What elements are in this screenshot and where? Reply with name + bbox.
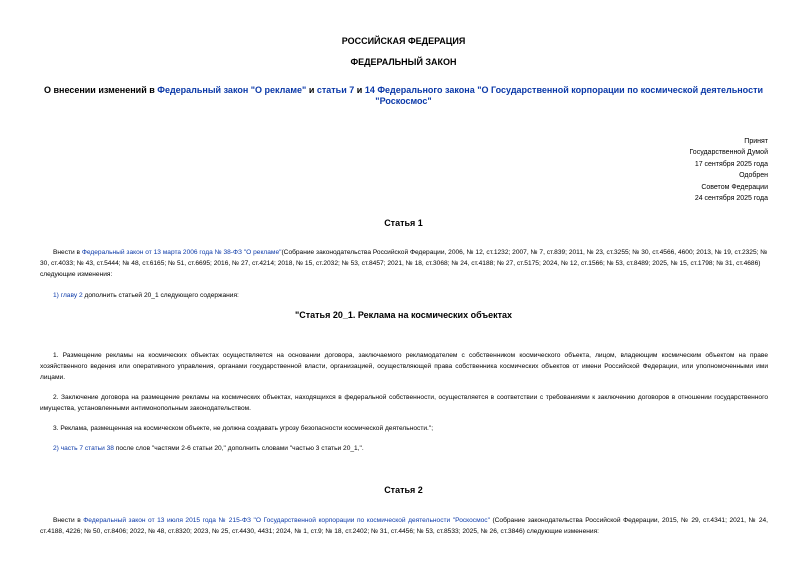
link-ad-law-38fz[interactable]: Федеральный закон от 13 марта 2006 года № 38-ФЗ "О рекламе" [81, 249, 282, 256]
article-20-1-heading: "Статья 20_1. Реклама на космических объектах [294, 310, 513, 320]
title-link-ad-law[interactable]: Федеральный закон "О рекламе" [157, 85, 307, 95]
intro-text: Внести в [53, 249, 82, 256]
intro-text: Внести в [53, 517, 84, 524]
country-heading: РОССИЙСКАЯ ФЕДЕРАЦИЯ [341, 36, 466, 46]
item-number: 2) [53, 445, 61, 452]
title-link-roscosmos-law[interactable]: Федерального закона "О Государственной корпорации по космической деятельности "Роскосмос" [374, 85, 764, 106]
article-1-item-1 [40, 290, 768, 301]
paragraph-3: 3. Реклама, размещенная на космическом объекте, не должна создавать угрозу безопасности космической деятельности."; [53, 425, 434, 432]
link-chapter-2[interactable]: главу 2 [60, 292, 83, 299]
item-text: после слов "частями 2-6 статьи 20," дополнить словами "частью 3 статьи 20_1,". [113, 445, 364, 452]
link-part-7-article-38[interactable]: часть 7 статьи 38 [60, 445, 114, 452]
article-2-intro [40, 515, 768, 537]
title-link-article-14[interactable]: 14 [364, 85, 375, 95]
acceptance-line: Принят [744, 138, 768, 145]
acceptance-line: 24 сентября 2025 года [694, 195, 768, 203]
acceptance-line: Государственной Думой [689, 149, 768, 157]
law-title [40, 85, 767, 107]
title-link-article-7[interactable]: статьи 7 [316, 85, 355, 95]
paragraph-1: 1. Размещение рекламы на космических объектах осуществляется на основании договора, заключаемого рекламодателем с собственником космического объекта, лицом, владеющим космическим объектом на праве хозяйственного ведения или оперативного управления, органами государственной власти, организацией, осуществляющей права собственника космических объектов от имени Российской Федерации, или уполномоченными ими лицами. [40, 352, 768, 382]
title-text-3: и [354, 85, 365, 95]
acceptance-block [568, 136, 768, 204]
article-1-heading: Статья 1 [384, 218, 423, 228]
title-text-2: и [306, 85, 317, 95]
paragraph-2: 2. Заключение договора на размещение рекламы на космических объектах, находящихся в федеральной собственности, осуществляется в соответствии с требованиями к заключению договоров в отношении государственного имущества, установленными антимонопольным законодательством. [40, 394, 768, 413]
item-text: дополнить статьей 20_1 следующего содержания: [82, 292, 239, 299]
article-1-item-2 [40, 443, 768, 454]
title-text-1: О внесении изменений в [43, 85, 158, 95]
acceptance-line: Советом Федерации [701, 183, 768, 191]
item-number: 1) [53, 292, 61, 299]
article-1-intro [40, 247, 768, 281]
intro-citations: (Собрание законодательства Российской Федерации, 2006, № 12, ст.1232; 2007, № 7, ст.839; 2011, № 23, ст.3255; № 30, ст.4566, 4600; 2013, № 19, ст.2325; № 30, ст.4033; № 43, ст.5444; № 48, ст.6165; № 51, ст.6695; 2016, № 27, ст.4214; 2018, № 15, ст.2032; № 53, ст.8457; 2021, № 18, ст.3068; № 24, ст.4188; № 27, ст.5175; 2024, № 12, ст.1566; № 53, ст.8489; 2025, № 15, ст.1798; № 31, ст.4686) следующие изменения: [40, 249, 768, 279]
link-roscosmos-law-215fz[interactable]: Федеральный закон от 13 июля 2015 года № 215-ФЗ "О Государственной корпорации по космической деятельности "Роскосмос" [83, 517, 490, 524]
acceptance-line: Одобрен [739, 172, 768, 180]
intro-citations: (Собрание законодательства Российской Федерации, 2015, № 29, ст.4341; 2021, № 24, ст.4188, 4226; № 50, ст.8406; 2022, № 48, ст.8320; 2023, № 25, ст.4430, 4431; 2024, № 1, ст.9; № 18, ст.2402; № 31, ст.4456; № 53, ст.8533; 2025, № 26, ст.3846) следующие изменения: [40, 517, 768, 536]
article-2-heading: Статья 2 [384, 485, 423, 495]
acceptance-line: 17 сентября 2025 года [694, 160, 768, 168]
law-type-heading: ФЕДЕРАЛЬНЫЙ ЗАКОН [350, 57, 457, 67]
